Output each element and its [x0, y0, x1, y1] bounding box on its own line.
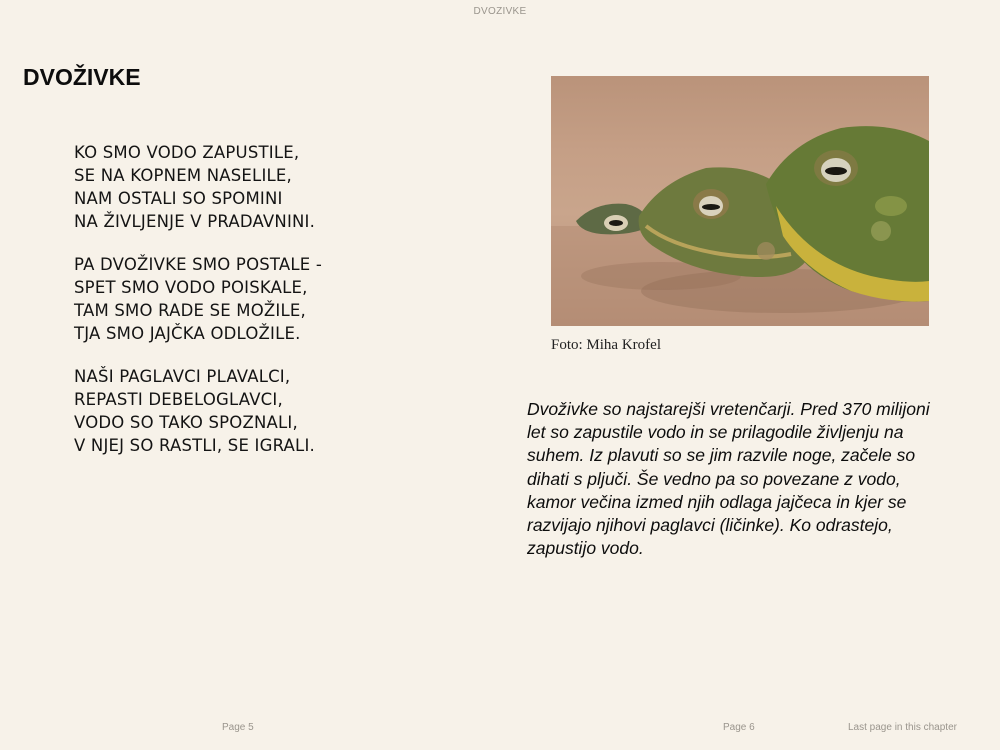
poem-verse: V NJEJ SO RASTLI, SE IGRALI.: [74, 436, 315, 455]
page-number-right: Page 6: [723, 722, 755, 733]
poem-verse: NAM OSTALI SO SPOMINI: [74, 189, 283, 208]
page-heading: DVOŽIVKE: [23, 64, 141, 90]
poem-stanza-2: [74, 253, 474, 345]
poem: [74, 141, 474, 477]
poem-stanza-1: [74, 141, 474, 233]
poem-verse: VODO SO TAKO SPOZNALI,: [74, 413, 298, 432]
chapter-status-note: Last page in this chapter: [848, 722, 957, 733]
photo-caption: Foto: Miha Krofel: [551, 337, 661, 353]
poem-verse: NA ŽIVLJENJE V PRADAVNINI.: [74, 212, 316, 231]
poem-verse: TAM SMO RADE SE MOŽILE,: [74, 301, 306, 320]
poem-verse: SE NA KOPNEM NASELILE,: [74, 166, 292, 185]
poem-verse: SPET SMO VODO POISKALE,: [74, 278, 308, 297]
description-paragraph: Dvoživke so najstarejši vretenčarji. Pred 370 milijoni let so zapustile vodo in se prilagodile življenju na suhem. Iz plavuti so se jim razvile noge, začele so dihati s pljuči. Še vedno pa so povezane z vodo, kamor večina izmed njih odlaga jajčeca in kjer se razvijajo njihovi paglavci (ličinke). Ko odrastejo, zapustijo vodo.: [527, 399, 930, 559]
frogs-in-water-photo-icon: [551, 76, 929, 326]
poem-verse: KO SMO VODO ZAPUSTILE,: [74, 143, 300, 162]
poem-verse: NAŠI PAGLAVCI PLAVALCI,: [74, 367, 291, 386]
poem-verse: TJA SMO JAJČKA ODLOŽILE.: [74, 324, 301, 343]
page-number-left: Page 5: [222, 722, 254, 733]
book-title-header: DVOZIVKE: [473, 6, 527, 17]
poem-verse: REPASTI DEBELOGLAVCI,: [74, 390, 283, 409]
poem-stanza-3: [74, 365, 474, 457]
poem-verse: PA DVOŽIVKE SMO POSTALE -: [74, 255, 323, 274]
frogs-photo: [551, 76, 929, 326]
